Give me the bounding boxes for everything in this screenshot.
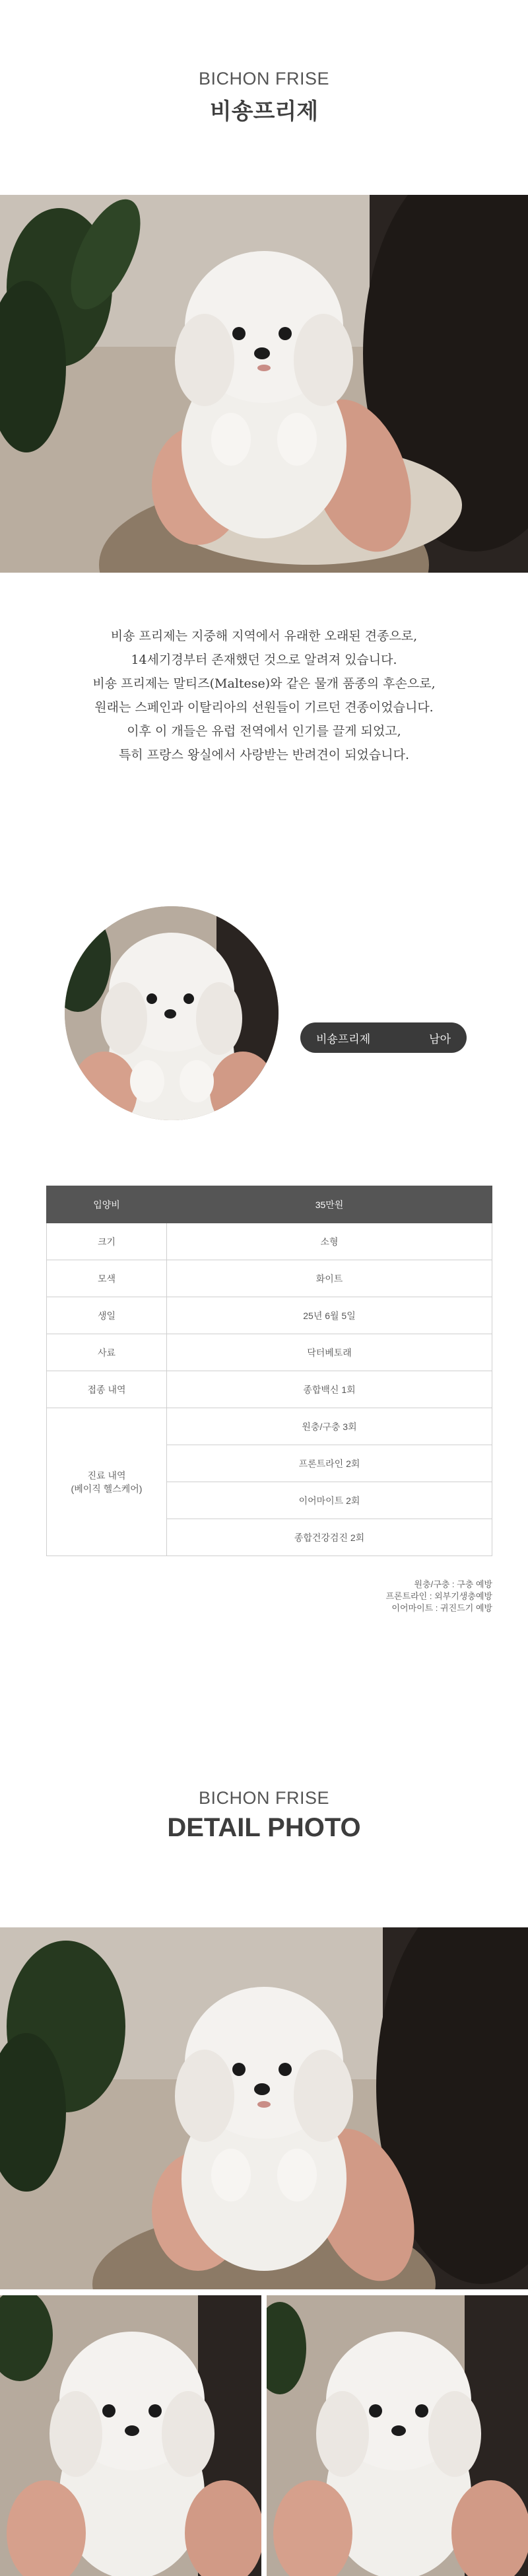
intro-line: 비숑 프리제는 말티즈(Maltese)와 같은 물개 품종의 후손으로, [92,676,436,691]
treatment-value: 프론트라인 2회 [167,1445,492,1482]
profile-badge [300,1022,467,1053]
row-value: 화이트 [167,1260,492,1297]
note-line: 이어마이트 : 귀진드기 예방 [391,1603,492,1613]
profile-photo [65,906,279,1120]
title-en: BICHON FRISE [198,69,330,89]
table-row [47,1408,492,1445]
table-row [47,1371,492,1408]
table-row [47,1297,492,1334]
intro-line: 원래는 스페인과 이탈리아의 선원들이 기르던 견종이었습니다. [94,700,434,715]
intro-line: 특히 프랑스 왕실에서 사랑받는 반려견이 되었습니다. [118,748,410,762]
row-key: 사료 [47,1334,167,1371]
table-row [47,1223,492,1260]
treatment-key [47,1408,167,1556]
dog-sex: 남아 [429,1032,451,1046]
row-key: 접종 내역 [47,1371,167,1408]
row-value: 25년 6월 5일 [167,1297,492,1334]
hero-photo [0,195,528,573]
treatment-notes [385,1579,492,1614]
table-header-row [47,1186,492,1223]
dog-name: 비숑프리제 [316,1032,371,1046]
intro-line: 이후 이 개들은 유럽 전역에서 인기를 끌게 되었고, [127,724,401,738]
title-ko: 비숑프리제 [209,98,319,125]
detail-title-en: BICHON FRISE [198,1788,330,1808]
treatment-key-line2: (베이직 헬스케어) [71,1483,143,1494]
row-key: 모색 [47,1260,167,1297]
row-value: 종합백신 1회 [167,1371,492,1408]
intro-line: 14세기경부터 존재했던 것으로 알려져 있습니다. [131,653,397,667]
detail-photo-right [267,2295,528,2576]
breed-intro [40,624,488,767]
detail-photo-large [0,1927,528,2289]
detail-title: DETAIL PHOTO [167,1813,361,1842]
detail-photo-left [0,2295,261,2576]
note-line: 프론트라인 : 외부기생충예방 [385,1591,492,1601]
treatment-value: 원충/구충 3회 [167,1408,492,1445]
price-label: 입양비 [47,1186,167,1223]
intro-line: 비숑 프리제는 지중해 지역에서 유래한 오래된 견종으로, [110,629,418,643]
treatment-value: 이어마이트 2회 [167,1482,492,1519]
treatment-key-line1: 진료 내역 [87,1470,126,1481]
table-row [47,1334,492,1371]
row-key: 생일 [47,1297,167,1334]
price-value: 35만원 [167,1186,492,1223]
note-line: 원충/구충 : 구충 예방 [414,1579,492,1589]
row-value: 닥터베토래 [167,1334,492,1371]
table-row [47,1260,492,1297]
row-key: 크기 [47,1223,167,1260]
row-value: 소형 [167,1223,492,1260]
treatment-value: 종합건강검진 2회 [167,1519,492,1556]
info-table [46,1186,492,1556]
